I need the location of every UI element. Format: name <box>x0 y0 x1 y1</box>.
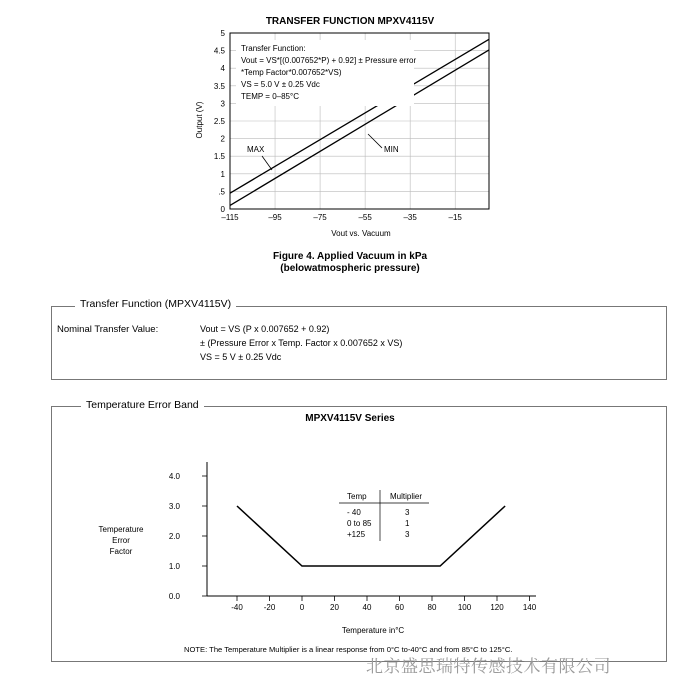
chart2-ylabel-line: Temperature <box>98 525 144 534</box>
chart1-xtick-label: –35 <box>403 213 417 222</box>
chart2-xtick-label: 100 <box>457 603 472 612</box>
chart1-ytick-label: 0 <box>220 205 225 214</box>
chart1-ytick-label: 3.5 <box>213 81 225 91</box>
chart1-annotation-line: Vout = VS*[(0.007652*P) + 0.92] ± Pressure error <box>241 56 417 65</box>
chart2-xtick-label: 20 <box>330 603 339 612</box>
chart2-xtick-label: 0 <box>299 603 305 612</box>
chart2-xtick-label: 40 <box>362 603 372 612</box>
min-label: MIN <box>384 145 399 154</box>
equation-line-3: VS = 5 V ± 0.25 Vdc <box>200 352 282 362</box>
temperature-error-box-title: Temperature Error Band <box>81 399 204 411</box>
chart2-ytick-label: 4.0 <box>168 472 180 481</box>
chart1-ytick-label: 1 <box>220 169 225 179</box>
chart2-xtick-label: 60 <box>395 603 404 612</box>
chart2-xtick-label: 80 <box>427 603 437 612</box>
fig1-caption-line1: Figure 4. Applied Vacuum in kPa <box>272 251 428 262</box>
chart1-annotation-line: VS = 5.0 V ± 0.25 Vdc <box>241 80 320 89</box>
table-cell: 0 to 85 <box>347 519 372 528</box>
chart1-ytick-label: 3 <box>220 99 225 109</box>
table-header-temp: Temp <box>347 492 367 501</box>
chart1-annotation-line: TEMP = 0–85°C <box>241 92 299 101</box>
chart1-xlabel: Vout vs. Vacuum <box>331 229 391 238</box>
table-cell: 3 <box>405 508 410 517</box>
fig1-title: TRANSFER FUNCTION MPXV4115V <box>265 16 435 27</box>
chart2-lines <box>237 506 505 566</box>
chart2-error-band-line <box>237 506 505 566</box>
chart1-xtick-label: –95 <box>268 213 282 222</box>
equation-line-2: ± (Pressure Error x Temp. Factor x 0.007652 x VS) <box>200 338 403 348</box>
chart2-xtick-label: -40 <box>231 603 243 612</box>
chart1-ytick-label: 4 <box>220 64 225 74</box>
table-cell: 3 <box>405 530 410 539</box>
chart2-xlabel: Temperature in°C <box>341 626 405 635</box>
chart1-ytick-label: 1.5 <box>213 152 225 162</box>
nominal-transfer-label: Nominal Transfer Value: <box>57 324 159 335</box>
table-cell: +125 <box>347 530 366 539</box>
transfer-function-box-title: Transfer Function (MPXV4115V) <box>75 298 236 310</box>
chart1-annotation-line: *Temp Factor*0.007652*VS) <box>241 68 342 77</box>
chart2-ylabel-line: Error <box>112 536 130 545</box>
chart1-annotation-line: Transfer Function: <box>241 44 306 53</box>
watermark: 北京盛思瑞特传感技术有限公司 <box>366 657 611 676</box>
chart1-xtick-label: –55 <box>358 213 372 222</box>
table-cell: - 40 <box>347 508 361 517</box>
temperature-note: NOTE: The Temperature Multiplier is a linear response from 0°C to-40°C and from 85°C to 125°C. <box>184 645 513 654</box>
equation-line-1: Vout = VS (P x 0.007652 + 0.92) <box>200 324 330 334</box>
temp-chart-title: MPXV4115V Series <box>305 413 395 424</box>
table-cell: 1 <box>405 519 410 528</box>
chart2-xtick-label: 120 <box>490 603 504 612</box>
chart2-ytick-label: 3.0 <box>168 502 180 511</box>
chart1-ytick-label: .5 <box>218 187 225 197</box>
chart1-ytick-label: 5 <box>220 29 225 38</box>
chart1-xtick-label: –15 <box>448 213 462 222</box>
chart2-xtick-label: -20 <box>263 603 276 612</box>
chart1-xtick-label: –115 <box>221 213 239 222</box>
chart2-ytick-label: 1.0 <box>168 562 180 571</box>
chart1-ytick-label: 2 <box>220 134 225 144</box>
chart2-ylabel-line: Factor <box>109 547 133 556</box>
chart2-xtick-label: 140 <box>522 603 537 612</box>
max-label: MAX <box>247 145 265 154</box>
table-header-multiplier: Multiplier <box>390 492 423 501</box>
fig1-caption-line2: (belowatmospheric pressure) <box>280 263 420 274</box>
chart2-ytick-label: 0.0 <box>168 592 180 601</box>
chart1-xtick-label: –75 <box>313 213 327 222</box>
chart1-ytick-label: 2.5 <box>213 117 225 126</box>
chart1-ytick-label: 4.5 <box>213 46 225 56</box>
chart1-ylabel: Output (V) <box>195 101 204 139</box>
chart2-ytick-label: 2.0 <box>168 532 180 541</box>
